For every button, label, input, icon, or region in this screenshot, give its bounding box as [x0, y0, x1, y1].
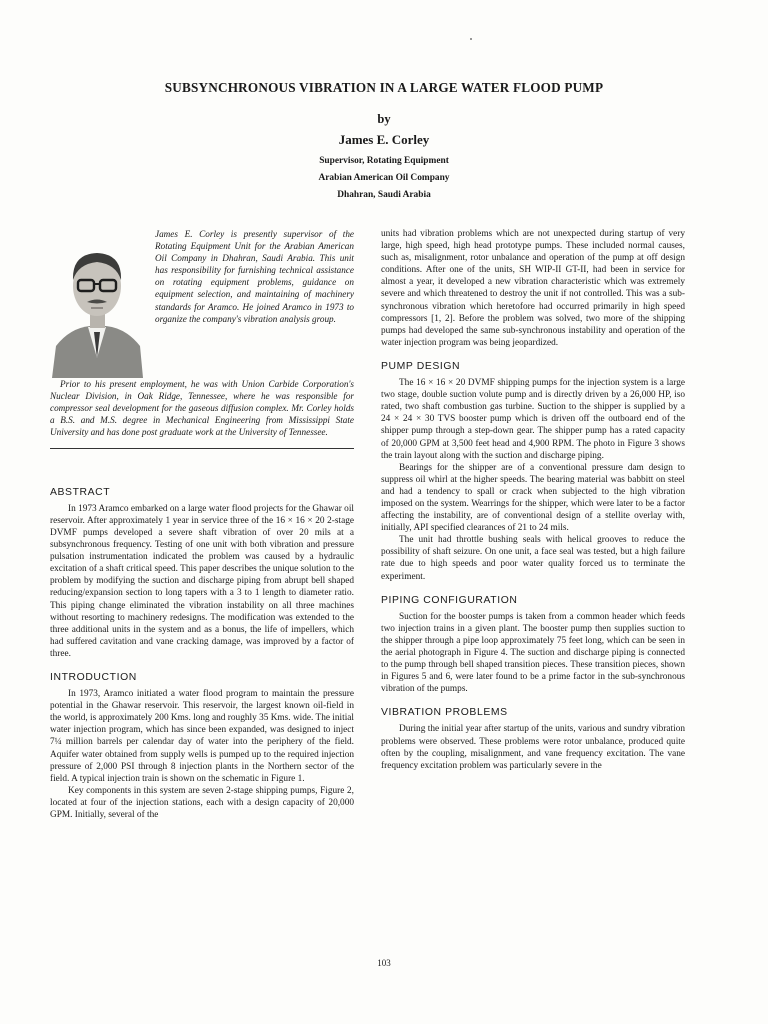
- piping-paragraph: Suction for the booster pumps is taken from a common header which feeds two injection trains in a given plant. The booster pump then supplies suction to the shipper through a pipe loop approximately 75 feet long, which can be seen in the aerial photograph in Figure 4. The suction and discharge piping is connected to the pump through bell shaped transition pieces. These transition pieces, shown in Figures 5 and 6, were later found to be a prime factor in the sub-synchronous vibration of the pumps.: [381, 611, 685, 695]
- author-name: James E. Corley: [338, 132, 430, 147]
- page-number: 103: [377, 958, 391, 968]
- paper-title: SUBSYNCHRONOUS VIBRATION IN A LARGE WATER FLOOD PUMP: [164, 80, 604, 95]
- by-line: by: [377, 112, 391, 126]
- author-photo: [50, 228, 145, 378]
- vibration-heading: VIBRATION PROBLEMS: [381, 707, 508, 719]
- introduction-heading: INTRODUCTION: [50, 671, 137, 683]
- pump-design-paragraph: Bearings for the shipper are of a conventional pressure dam design to suppress oil whirl at the higher speeds. The bearing material was babbitt on steel and had a tendency to spall or crack when subjected to the high vibration imposed on the system. Wearrings for the shipper, which were later to be a factor affecting the instability, are of conventional design of a stellite overlay with, initially, API specified clearances of 21 to 24 mils.: [381, 462, 685, 534]
- affiliation-line: Supervisor, Rotating Equipment: [319, 156, 449, 166]
- left-column: [50, 228, 354, 821]
- bio-divider: [50, 448, 354, 449]
- author-bio: [50, 228, 354, 449]
- introduction-paragraph: In 1973, Aramco initiated a water flood program to maintain the pressure potential in the Ghawar reservoir. This reservoir, the largest known oil-field in the world, is approximately 200 Kms. long and roughly 35 Kms. wide. The initial water injection program, which has since been expanded, was designed to inject 7¼ million barrels per calendar day of water into the periphery of the field. Aquifer water obtained from supply wells is pumped up to the required injection pressure of 2,000 PSI through 8 injection plants in the Northern sector of the field. A typical injection train is shown on the schematic in Figure 1.: [50, 689, 354, 784]
- author-portrait-graphic: [50, 228, 145, 378]
- piping-heading: PIPING CONFIGURATION: [381, 594, 518, 606]
- abstract-text: In 1973 Aramco embarked on a large water flood projects for the Ghawar oil reservoir. After approximately 1 year in service three of the 16 × 16 × 20 2-stage DVMF pumps developed a severe shaft vibration of over 20 mils at a subsynchronous frequency. Testing of one unit with both vibration and pressure pulsation instrumentation indicated the problem was caused by a hydraulic excitation of a shaft critical speed. This paper describes the unique solution to the problem by modifying the suction and discharge piping from abrupt bell shaped reducing/expansion section to long tapers with a 3 to 1 length to diameter ratio. This piping change eliminated the vibration instability on all three machines without resorting to machinery redesigns. The modification was extended to the three additional units in the system and as a bonus, the life of impellers, which had suffered cavitation and vane cracking damage, was improved by a factor of three.: [50, 503, 354, 659]
- pump-design-heading: PUMP DESIGN: [381, 360, 461, 372]
- affiliation-line: Dhahran, Saudi Arabia: [337, 190, 431, 200]
- introduction-paragraph: Key components in this system are seven 2-stage shipping pumps, Figure 2, located at four of the injection stations, each with a design capacity of 20,000 GPM. Initially, several of the: [50, 785, 354, 820]
- bio-text-1: James E. Corley is presently supervisor of the Rotating Equipment Unit for the Arabian American Oil Company in Dhahran, Saudi Arabia. This unit has responsibility for furnishing technical assistance on rotating equipment problems, guidance on equipment selection, and maintaining of machinery standards for Aramco. He joined Aramco in 1973 to organize the company's vibration analysis group.: [155, 229, 354, 324]
- pump-design-paragraph: The 16 × 16 × 20 DVMF shipping pumps for the injection system is a large two stage, double suction volute pump and is directly driven by a 26,000 HP, iso rated, two shaft combustion gas turbine. Suction to the shipper is supplied by a 24 × 24 × 30 TVS booster pump which is driven off the outboard end of the shipper pump through a step-down gear. The shipper pump has a rated capacity of 20,000 GPM at 3,500 feet head and 4,900 RPM. The photo in Figure 3 shows the train layout along with the suction and discharge piping.: [381, 378, 685, 461]
- affiliation-line: Arabian American Oil Company: [318, 173, 450, 183]
- author-affiliation: [0, 153, 768, 204]
- pump-design-paragraph: The unit had throttle bushing seals with helical grooves to reduce the possibility of shaft seizure. On one unit, a face seal was tested, but a high failure rate due to high speeds and poor water quality forced us to terminate the experiment.: [381, 535, 685, 582]
- right-column: [381, 228, 685, 772]
- scan-speck: [470, 38, 472, 40]
- vibration-paragraph: During the initial year after startup of the units, various and sundry vibration problems were observed. These problems were rotor unbalance, produced quite often by the coupling, misalignment, and vane frequency excitation. The vane frequency excitation problem was particularly severe in the: [381, 724, 685, 771]
- intro-continuation: units had vibration problems which are not unexpected during startup of very large, high speed, high head prototype pumps. These included normal causes, such as, misalignment, rotor unbalance and operation of the pump at off design conditions. After one of the units, SH WIP-II GT-II, had been in service for almost a year, it developed a new vibration characteristic which was extremely severe and which threatened to destroy the unit if not controlled. This was a sub-synchronous vibration which heretofore had occurred primarily in high speed compressors [1, 2]. Before the problem was solved, two more of the shipping pumps had developed the same sub-synchronous instability and operation of the water injection program was being jeopardized.: [381, 229, 685, 348]
- abstract-heading: ABSTRACT: [50, 486, 111, 498]
- bio-text-2: Prior to his present employment, he was with Union Carbide Corporation's Nuclear Division, in Oak Ridge, Tennessee, where he was responsible for compressor seal development for the gaseous diffusion complex. Mr. Corley holds a B.S. and M.S. degree in Mechanical Engineering from Mississippi State University and has done post graduate work at the University of Tennessee.: [50, 379, 354, 438]
